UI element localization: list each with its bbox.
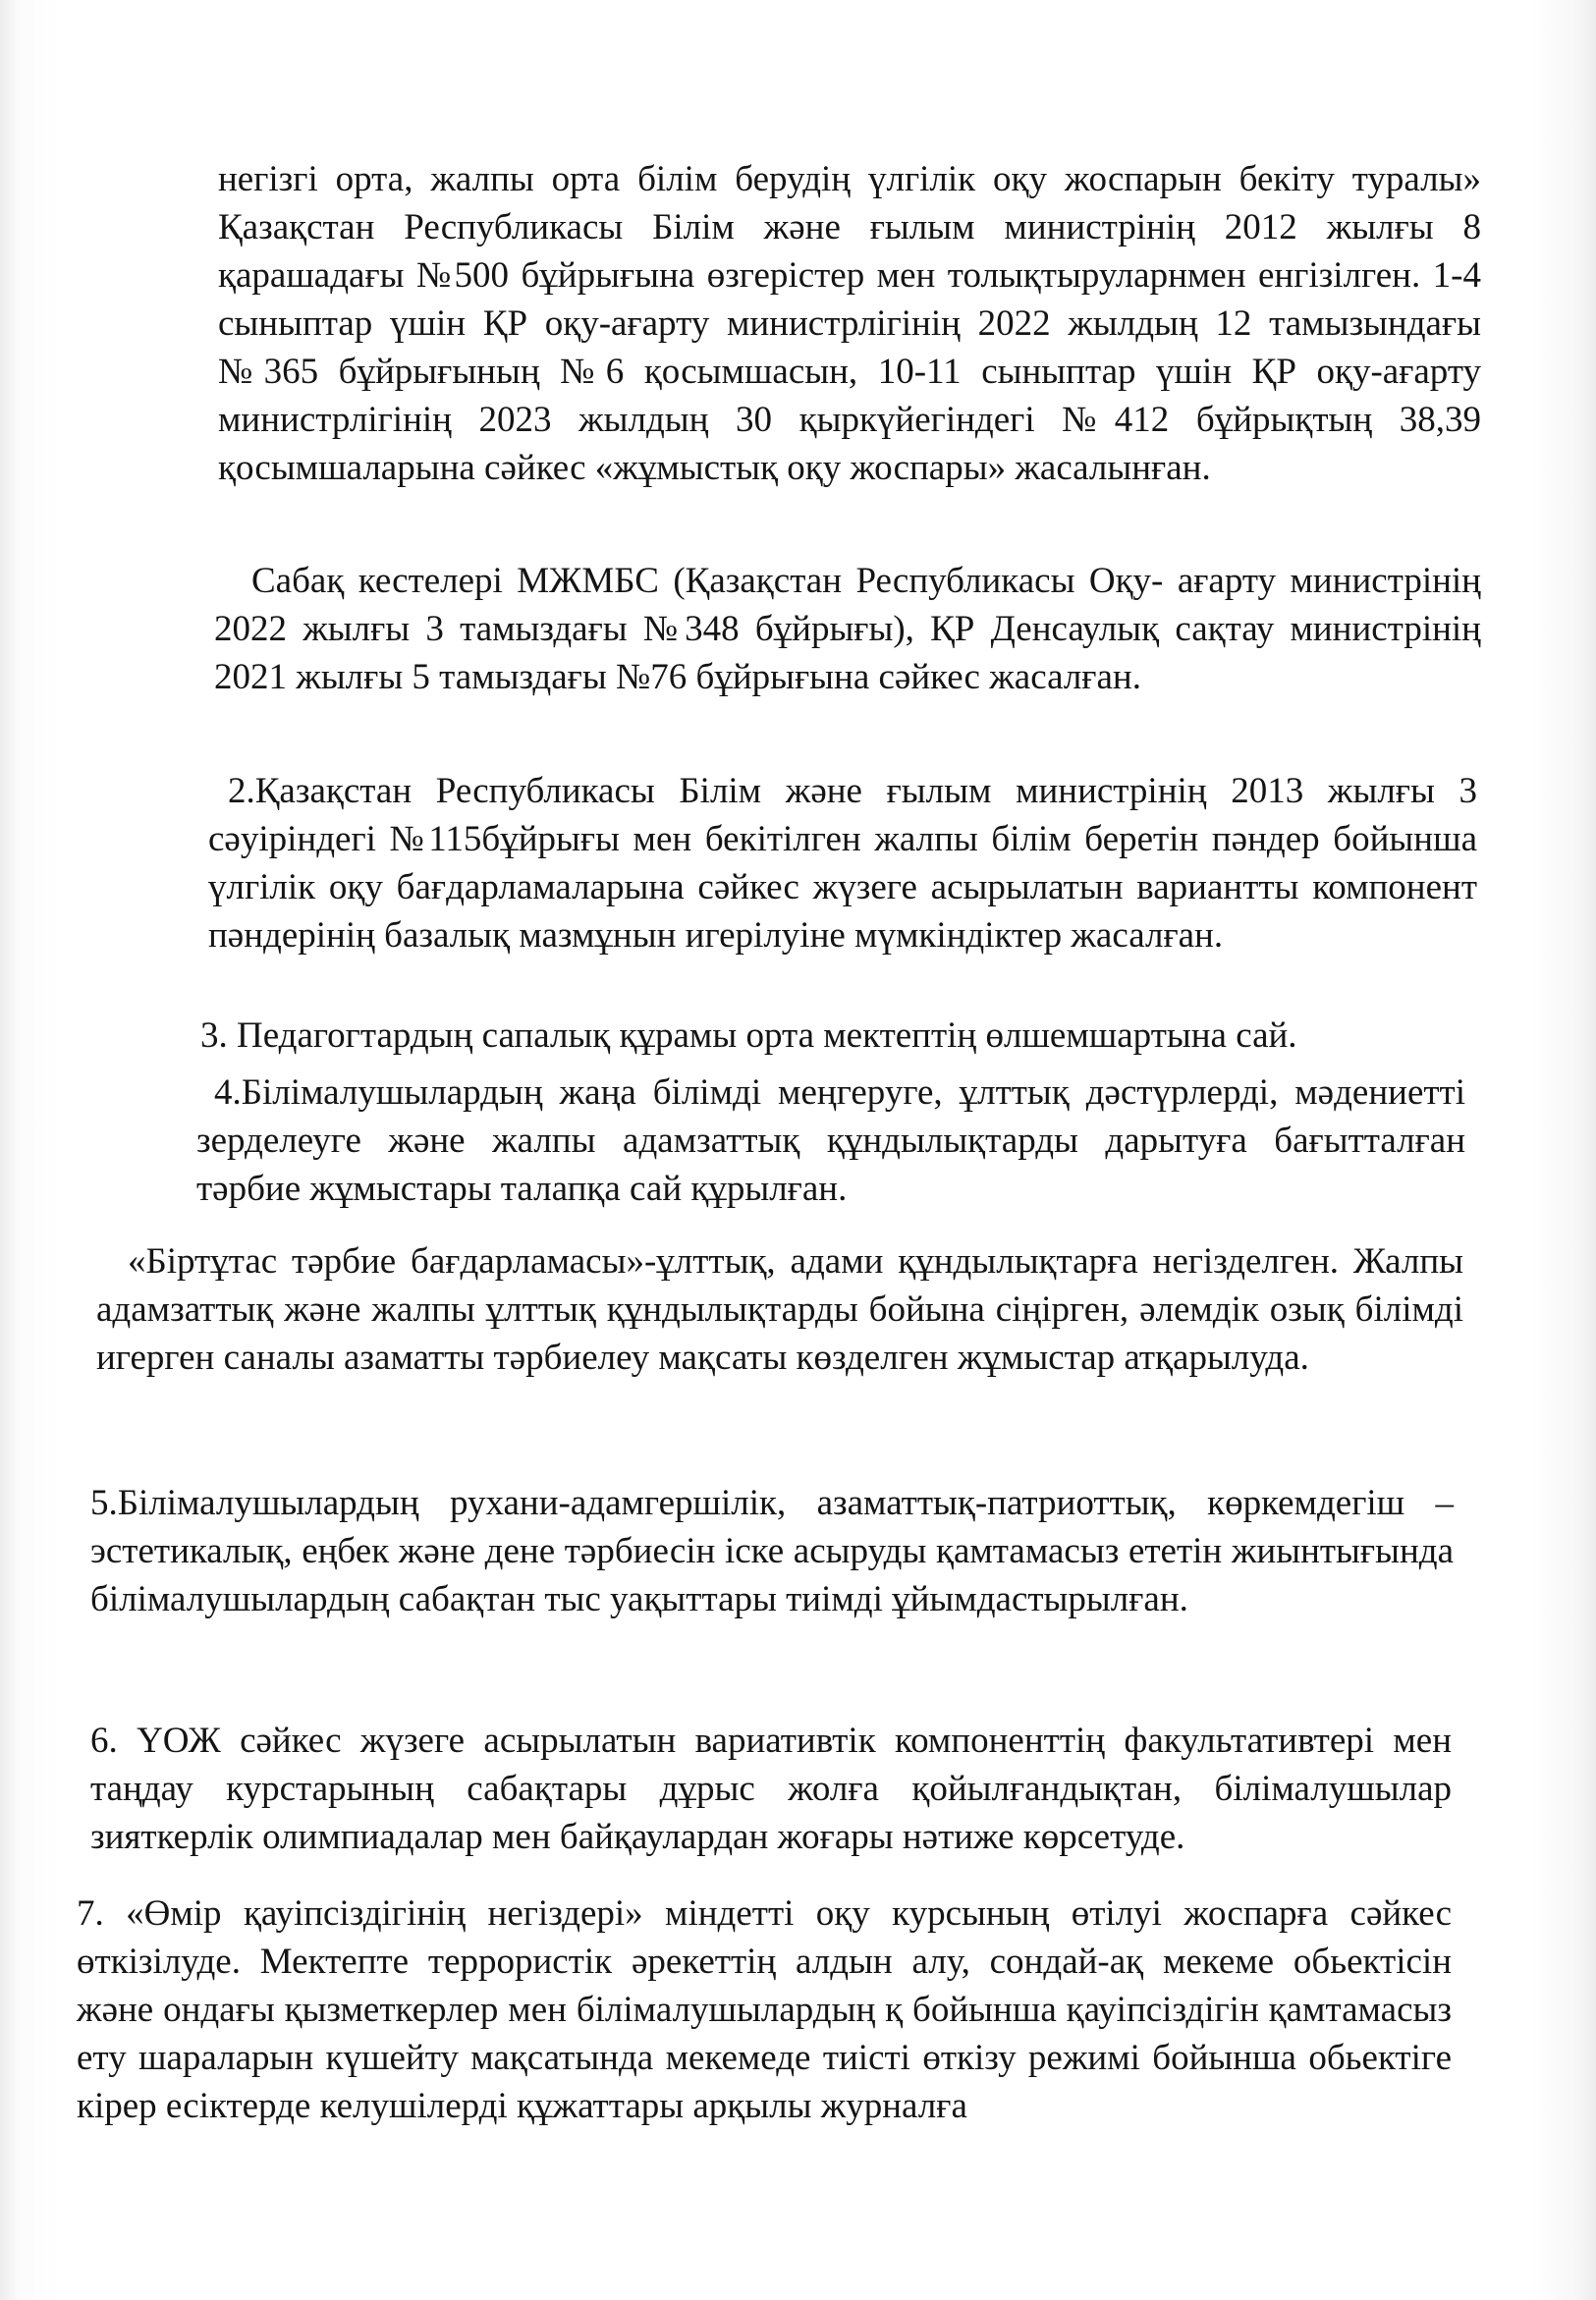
paragraph-lesson-schedules: Сабақ кестелері МЖМБС (Қазақстан Республикасы Оқу- ағарту министрінің 2022 жылғы 3 тамыздағы №348 бұйрығы), ҚР Денсаулық сақтау министрінің 2021 жылғы 5 тамыздағы №76 бұйрығына сәйкес жасалған. [214,561,1481,697]
paragraph-point-5: 5.Білімалушылардың рухани-адамгершілік, азаматтық-патриоттық, көркемдегіш – эстетикалық, еңбек және дене тәрбиесін іске асыруды қамтамасыз ететін жиынтығында білімалушылардың сабақтан тыс уақыттары тиімді ұйымдастырылған. [90,1483,1454,1619]
paragraph-point-6: 6. ҮОЖ сәйкес жүзеге асырылатын вариативтік компоненттің факультативтері мен таңдау курстарының сабақтары дұрыс жолға қойылғандықтан, білімалушылар зияткерлік олимпиадалар мен байқаулардан жоғары нәтиже көрсетуде. [90,1721,1452,1857]
paragraph-point-4: 4.Білімалушылардың жаңа білімді меңгеруге, ұлттық дәстүрлерді, мәдениетті зерделеуге және жалпы адамзаттық құндылықтарды дарытуға бағытталған тәрбие жұмыстары талапқа сай құрылған. [196,1072,1465,1209]
paragraph-point-2: 2.Қазақстан Республикасы Білім және ғылым министрінің 2013 жылғы 3 сәуіріндегі №115бұйрығы мен бекітілген жалпы білім беретін пәндер бойынша үлгілік оқу бағдарламаларына сәйкес жүзеге асырылатын вариантты компонент пәндерінің базалық мазмұнын игерілуіне мүмкіндіктер жасалған. [208,771,1477,956]
paragraph-point-7: 7. «Өмір қауіпсіздігінің негіздері» міндетті оқу курсының өтілуі жоспарға сәйкес өткізілуде. Мектепте террористік әрекеттің алдын алу, сондай-ақ мекеме обьектісін және ондағы қызметкерлер мен білімалушылардың қ бойынша қауіпсіздігін қамтамасыз ету шараларын күшейту мақсатында мекемеде тиісті өткізу режимі бойынша обьектіге кірер есіктерде келушілерді құжаттары арқылы журналға [77,1893,1452,2126]
paragraph-curriculum-order: негізгі орта, жалпы орта білім берудің үлгілік оқу жоспарын бекіту туралы» Қазақстан Республикасы Білім және ғылым министрінің 2012 жылғы 8 қарашадағы №500 бұйрығына өзгерістер мен толықтыруларнмен енгізілген. 1-4 сыныптар үшін ҚР оқу-ағарту министрлігінің 2022 жылдың 12 тамызындағы №365 бұйрығының №6 қосымшасын, 10-11 сыныптар үшін ҚР оқу-ағарту министрлігінің 2023 жылдың 30 қыркүйегіндегі №412 бұйрықтың 38,39 қосымшаларына сәйкес «жұмыстық оқу жоспары» жасалынған. [218,159,1481,488]
paragraph-unified-program: «Біртұтас тәрбие бағдарламасы»-ұлттық, адами құндылықтарға негізделген. Жалпы адамзаттық және жалпы ұлттық құндылықтарды бойына сіңірген, әлемдік озық білімді игерген саналы азаматты тәрбиелеу мақсаты көзделген жұмыстар атқарылуда. [96,1241,1463,1378]
paragraph-point-3: 3. Педагогтардың сапалық құрамы орта мектептің өлшемшартына сай. [200,1015,1297,1056]
